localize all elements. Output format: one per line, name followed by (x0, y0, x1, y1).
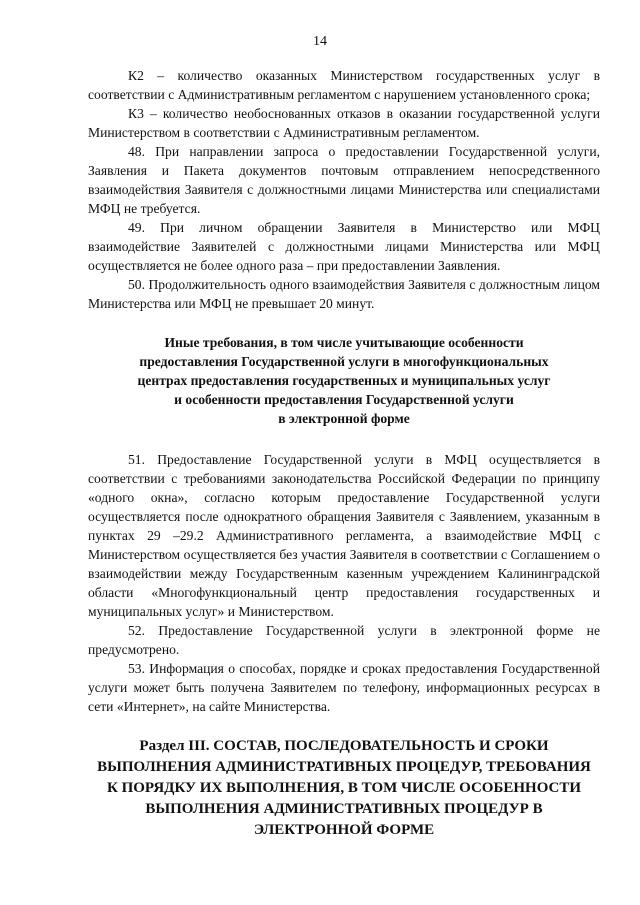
paragraph-52: 52. Предоставление Государственной услуги в электронной форме не предусмотрено. (88, 623, 600, 657)
section-heading-line: К ПОРЯДКУ ИХ ВЫПОЛНЕНИЯ, В ТОМ ЧИСЛЕ ОСОБЕННОСТИ (106, 780, 582, 796)
subheading-line: предоставления Государственной услуги в многофункциональных (139, 354, 549, 369)
paragraph-k3: К3 – количество необоснованных отказов в оказании государственной услуги Министерством в соответствии с Административным регламентом. (88, 106, 600, 140)
section-heading-line: ЭЛЕКТРОННОЙ ФОРМЕ (253, 822, 435, 838)
subheading-line: и особенности предоставления Государственной услуги (174, 392, 514, 407)
paragraph-53: 53. Информация о способах, порядке и сроках предоставления Государственной услуги может быть получена Заявителем по телефону, информационных ресурсах в сети «Интернет», на сайте Министерства. (88, 661, 600, 714)
section-heading-line: ВЫПОЛНЕНИЯ АДМИНИСТРАТИВНЫХ ПРОЦЕДУР В (145, 801, 543, 817)
subheading-line: Иные требования, в том числе учитывающие особенности (164, 335, 524, 350)
page-number: 14 (313, 34, 327, 49)
paragraph-48: 48. При направлении запроса о предоставлении Государственной услуги, Заявления и Пакета документов почтовым отправлением непосредственного взаимодействия Заявителя с должностными лицами Министерства или специалистами МФЦ не требуется. (88, 144, 600, 216)
paragraphs-top (88, 66, 600, 313)
paragraph-50: 50. Продолжительность одного взаимодействия Заявителя с должностным лицом Министерства или МФЦ не превышает 20 минут. (88, 277, 600, 311)
subheading-line: в электронной форме (278, 411, 410, 426)
paragraph-k2: К2 – количество оказанных Министерством государственных услуг в соответствии с Административным регламентом с нарушением установленного срока; (88, 68, 600, 102)
subheading (88, 333, 600, 428)
paragraph-49: 49. При личном обращении Заявителя в Министерство или МФЦ взаимодействие Заявителей с должностными лицами Министерства или МФЦ осуществляется не более одного раза – при предоставлении Заявления. (88, 220, 600, 273)
subheading-line: центрах предоставления государственных и муниципальных услуг (137, 373, 551, 388)
paragraph-51: 51. Предоставление Государственной услуги в МФЦ осуществляется в соответствии с требованиями законодательства Российской Федерации по принципу «одного окна», согласно которым предоставление Государственной услуги осуществляется после однократного обращения Заявителя с Заявлением, указанным в пунктах 29 –29.2 Административного регламента, а взаимодействие МФЦ с Министерством осуществляется без участия Заявителя в соответствии с Соглашением о взаимодействии между Государственным казенным учреждением Калининградской области «Многофункциональный центр предоставления государственных и муниципальных услуг» и Министерством. (88, 452, 600, 619)
section-heading (88, 736, 600, 841)
section-heading-line: ВЫПОЛНЕНИЯ АДМИНИСТРАТИВНЫХ ПРОЦЕДУР, ТРЕБОВАНИЯ (97, 759, 591, 775)
document-body (88, 66, 600, 841)
section-heading-line: Раздел III. СОСТАВ, ПОСЛЕДОВАТЕЛЬНОСТЬ И СРОКИ (139, 738, 549, 754)
paragraphs-bottom (88, 450, 600, 716)
